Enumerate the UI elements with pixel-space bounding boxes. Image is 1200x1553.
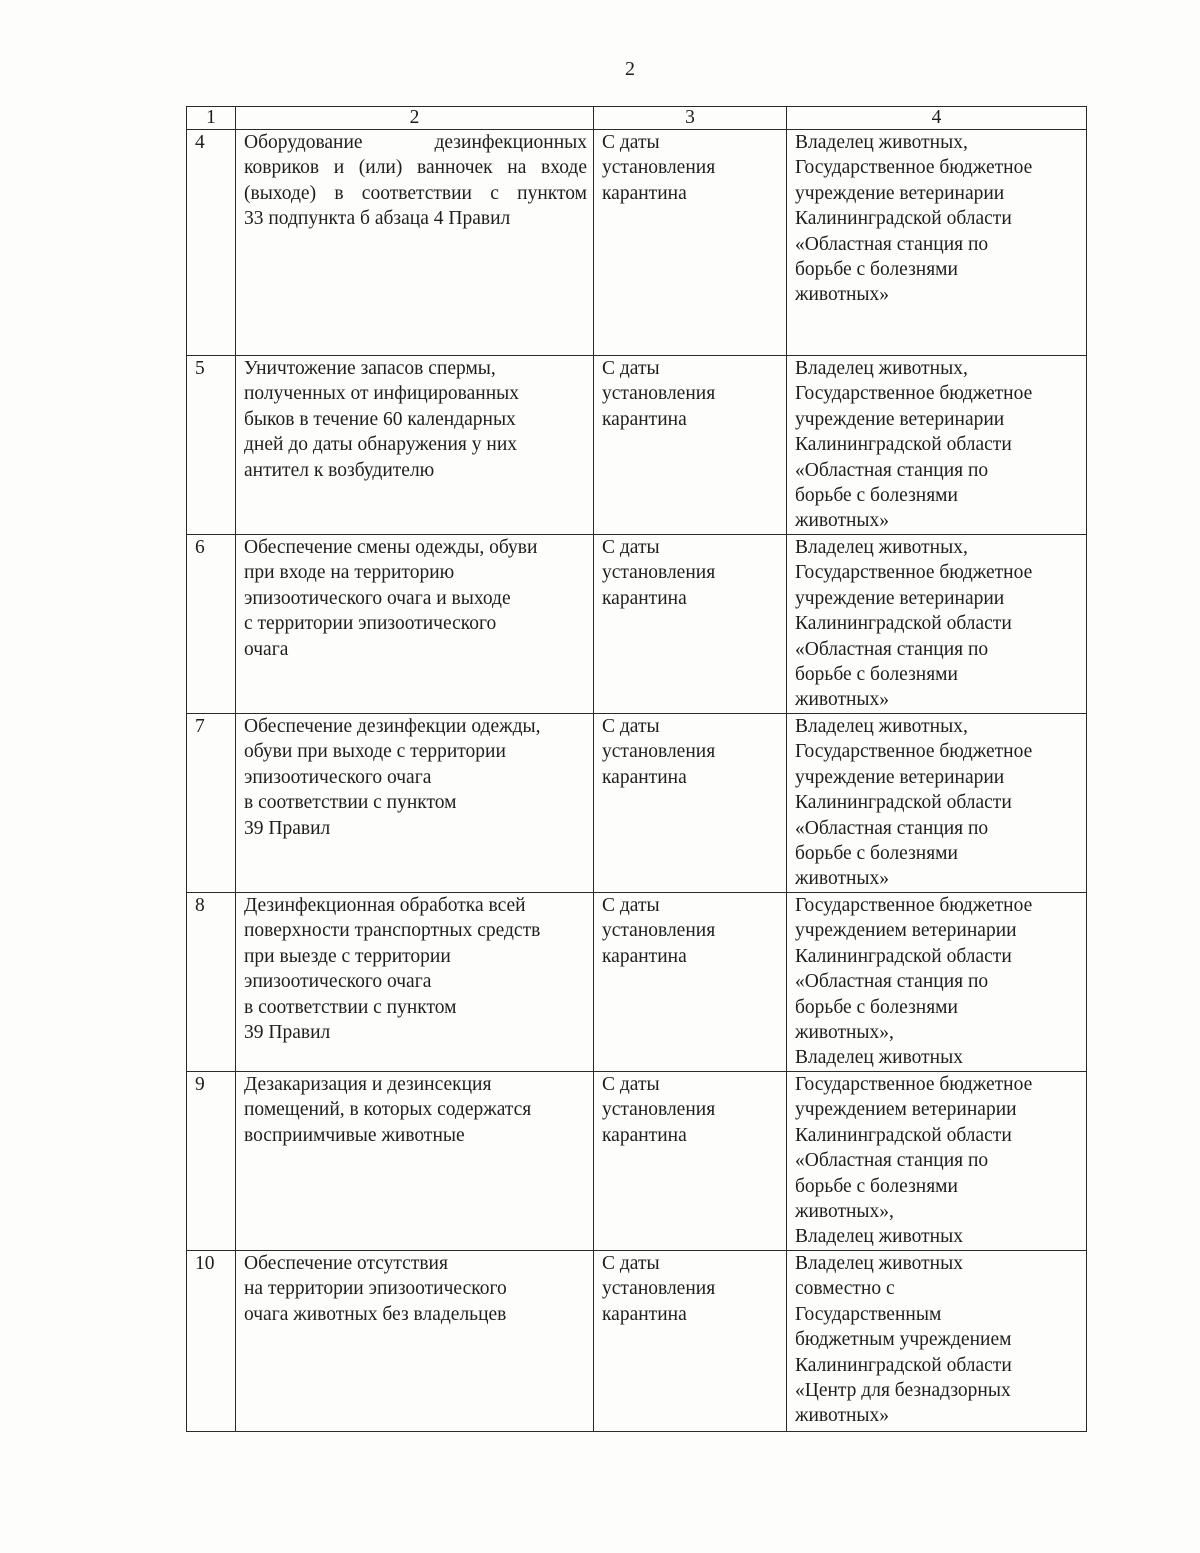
deadline-line: карантина (602, 587, 687, 609)
deadline-line: установления (602, 383, 716, 405)
deadline-line: С даты (602, 132, 660, 153)
responsible-line: животных» (795, 284, 890, 306)
responsible-line: учреждение ветеринарии (795, 408, 1005, 430)
responsible-line: учреждением ветеринарии (795, 1099, 1017, 1121)
table-row (187, 714, 1087, 893)
responsible-line: Государственное бюджетное (795, 383, 1033, 405)
measure-line: на территории эпизоотического (244, 1278, 507, 1300)
deadline-line: установления (602, 562, 716, 584)
header-cell: 2 (236, 107, 594, 130)
responsible-line: «Областная станция по (795, 1150, 989, 1172)
responsible-line: «Областная станция по (795, 971, 989, 993)
measure-line: Обеспечение смены одежды, обуви (244, 537, 538, 558)
measure-line: очага животных без владельцев (244, 1303, 507, 1325)
responsible-line: Калининградской области (795, 613, 1012, 635)
responsible-line: животных», (795, 1022, 894, 1044)
table-header-row (187, 107, 1087, 130)
measure-line: Уничтожение запасов спермы, (244, 358, 496, 379)
page-number: 2 (625, 58, 635, 80)
row-number: 5 (187, 356, 236, 535)
deadline-cell (594, 535, 787, 714)
responsible-line: учреждение ветеринарии (795, 766, 1005, 788)
responsible-line: животных» (795, 1405, 890, 1427)
header-cell: 3 (594, 107, 787, 130)
responsible-line: «Областная станция по (795, 638, 989, 660)
deadline-line: С даты (602, 1074, 660, 1095)
deadline-line: установления (602, 1099, 716, 1121)
measure-line: при выезде с территории (244, 945, 451, 967)
responsible-line: учреждением ветеринарии (795, 920, 1017, 942)
measure-line: поверхности транспортных средств (244, 920, 541, 942)
responsible-cell (787, 714, 1087, 893)
responsible-cell (787, 130, 1087, 356)
responsible-line: Калининградской области (795, 1124, 1012, 1146)
measure-line: 39 Правил (244, 1022, 331, 1044)
deadline-line: С даты (602, 358, 660, 379)
measure-line: с территории эпизоотического (244, 613, 497, 635)
responsible-line: Владелец животных, (795, 132, 968, 153)
measure-line: быков в течение 60 календарных (244, 408, 516, 430)
responsible-line: Владелец животных (795, 1047, 963, 1069)
responsible-line: животных» (795, 510, 890, 532)
deadline-line: С даты (602, 537, 660, 558)
measure-line: полученных от инфицированных (244, 383, 519, 405)
responsible-line: Государственное бюджетное (795, 895, 1033, 916)
responsible-line: борьбе с болезнями (795, 485, 958, 507)
responsible-line: «Центр для безнадзорных (795, 1380, 1011, 1402)
measure-line: эпизоотического очага (244, 766, 432, 788)
table-row (187, 893, 1087, 1072)
responsible-line: совместно с (795, 1278, 895, 1300)
deadline-line: С даты (602, 716, 660, 737)
measure-line: в соответствии с пунктом (244, 996, 457, 1018)
measure-cell (236, 356, 594, 535)
responsible-line: Государственное бюджетное (795, 1074, 1033, 1095)
responsible-line: борьбе с болезнями (795, 664, 958, 686)
responsible-line: борьбе с болезнями (795, 843, 958, 865)
responsible-line: Государственное бюджетное (795, 741, 1033, 763)
responsible-line: «Областная станция по (795, 817, 989, 839)
measure-line: Дезакаризация и дезинсекция (244, 1074, 492, 1095)
measure-cell (236, 130, 594, 356)
measure-line: очага (244, 638, 289, 660)
deadline-line: карантина (602, 1303, 687, 1325)
responsible-line: Государственное бюджетное (795, 157, 1033, 179)
responsible-line: борьбе с болезнями (795, 996, 958, 1018)
measure-line: (выходе) в соответствии с пунктом (244, 182, 587, 204)
responsible-line: животных» (795, 689, 890, 711)
deadline-cell (594, 1251, 787, 1432)
responsible-line: «Областная станция по (795, 459, 989, 481)
responsible-line: Владелец животных, (795, 358, 968, 379)
deadline-cell (594, 356, 787, 535)
measure-line: антител к возбудителю (244, 459, 435, 481)
responsible-line: Государственным (795, 1303, 942, 1325)
deadline-line: карантина (602, 1124, 687, 1146)
row-number: 4 (187, 130, 236, 356)
table-row (187, 1072, 1087, 1251)
table-row (187, 356, 1087, 535)
responsible-line: Владелец животных, (795, 716, 968, 737)
responsible-line: животных» (795, 868, 890, 890)
responsible-line: Калининградской области (795, 792, 1012, 814)
measure-line: в соответствии с пунктом (244, 792, 457, 814)
measure-cell (236, 893, 594, 1072)
responsible-line: Калининградской области (795, 1354, 1012, 1376)
deadline-line: карантина (602, 182, 687, 204)
table-row (187, 130, 1087, 356)
row-number: 10 (187, 1251, 236, 1432)
responsible-cell (787, 893, 1087, 1072)
measure-cell (236, 714, 594, 893)
measure-line: восприимчивые животные (244, 1124, 465, 1146)
measure-line: при входе на территорию (244, 562, 455, 584)
responsible-line: Калининградской области (795, 434, 1012, 456)
deadline-cell (594, 893, 787, 1072)
responsible-line: Калининградской области (795, 945, 1012, 967)
responsible-cell (787, 535, 1087, 714)
measure-cell (236, 535, 594, 714)
responsible-line: животных», (795, 1201, 894, 1223)
deadline-cell (594, 1072, 787, 1251)
responsible-line: «Областная станция по (795, 233, 989, 255)
deadline-line: установления (602, 741, 716, 763)
row-number: 7 (187, 714, 236, 893)
row-number: 6 (187, 535, 236, 714)
table-row (187, 535, 1087, 714)
measures-table (186, 106, 1087, 1432)
responsible-line: борьбе с болезнями (795, 1175, 958, 1197)
measure-line: Обеспечение отсутствия (244, 1253, 448, 1274)
deadline-line: карантина (602, 766, 687, 788)
responsible-line: Государственное бюджетное (795, 562, 1033, 584)
measure-cell (236, 1251, 594, 1432)
header-cell: 4 (787, 107, 1087, 130)
measure-line: Обеспечение дезинфекции одежды, (244, 716, 541, 737)
responsible-line: Калининградской области (795, 208, 1012, 230)
deadline-line: карантина (602, 945, 687, 967)
measure-line: 33 подпункта б абзаца 4 Правил (244, 208, 511, 230)
responsible-line: Владелец животных, (795, 537, 968, 558)
measure-cell (236, 1072, 594, 1251)
header-cell: 1 (187, 107, 236, 130)
responsible-line: Владелец животных (795, 1253, 963, 1274)
responsible-cell (787, 356, 1087, 535)
deadline-cell (594, 714, 787, 893)
deadline-line: установления (602, 157, 716, 179)
table-row (187, 1251, 1087, 1432)
deadline-line: карантина (602, 408, 687, 430)
measure-line: Оборудование дезинфекционных (244, 132, 587, 153)
responsible-line: учреждение ветеринарии (795, 182, 1005, 204)
deadline-line: С даты (602, 895, 660, 916)
deadline-cell (594, 130, 787, 356)
deadline-line: С даты (602, 1253, 660, 1274)
row-number: 8 (187, 893, 236, 1072)
measure-line: Дезинфекционная обработка всей (244, 895, 526, 916)
measure-line: помещений, в которых содержатся (244, 1099, 532, 1121)
measure-line: 39 Правил (244, 817, 331, 839)
responsible-cell (787, 1251, 1087, 1432)
responsible-line: бюджетным учреждением (795, 1329, 1012, 1351)
measure-line: дней до даты обнаружения у них (244, 434, 518, 456)
measure-line: эпизоотического очага (244, 971, 432, 993)
measure-line: эпизоотического очага и выходе (244, 587, 511, 609)
measure-line: обуви при выходе с территории (244, 741, 506, 763)
deadline-line: установления (602, 920, 716, 942)
responsible-line: учреждение ветеринарии (795, 587, 1005, 609)
responsible-line: Владелец животных (795, 1226, 963, 1248)
deadline-line: установления (602, 1278, 716, 1300)
measure-line: ковриков и (или) ванночек на входе (244, 157, 587, 179)
responsible-cell (787, 1072, 1087, 1251)
responsible-line: борьбе с болезнями (795, 259, 958, 281)
row-number: 9 (187, 1072, 236, 1251)
